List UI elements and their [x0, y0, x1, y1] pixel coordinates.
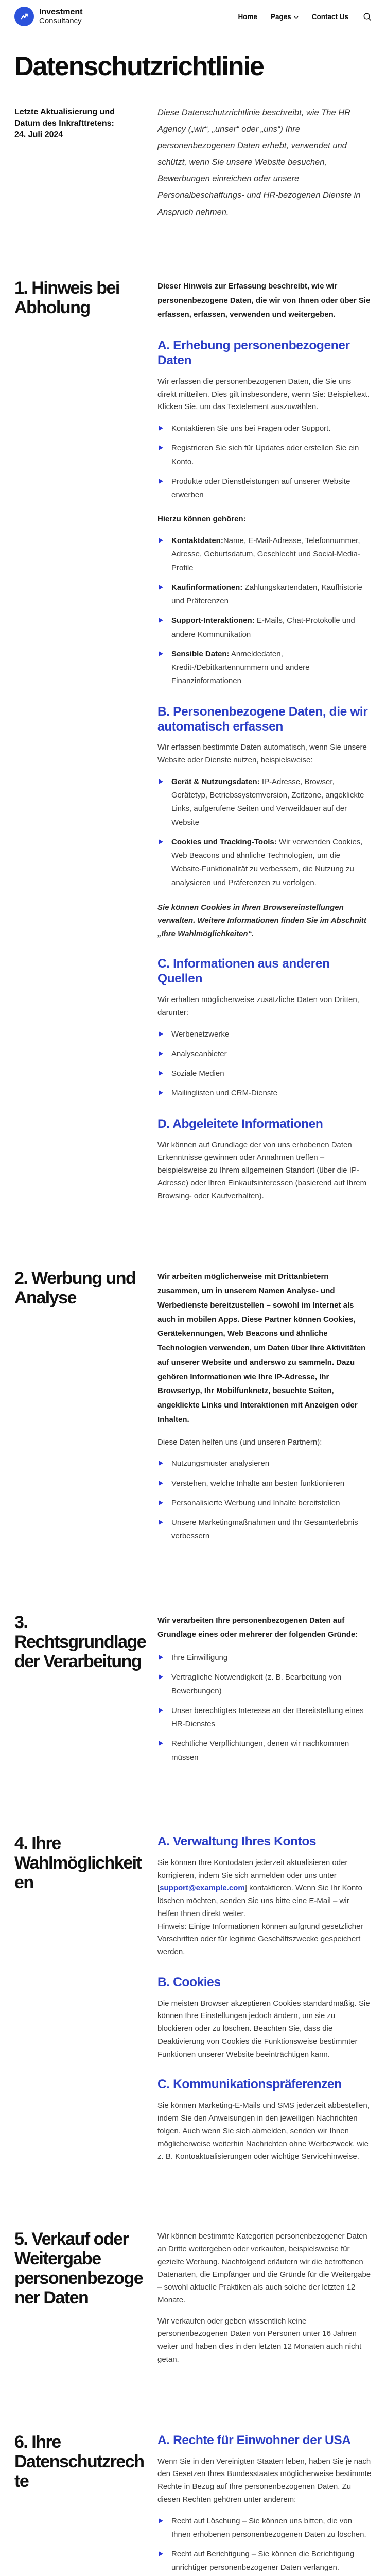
nav-item-home[interactable] [238, 13, 257, 21]
bullet-item: Support-Interaktionen: E-Mails, Chat-Protokolle und andere Kommunikation [157, 614, 372, 641]
bullet-item: Rechtliche Verpflichtungen, denen wir nachkommen müssen [157, 1737, 372, 1765]
section-title: 3. Rechtsgrundlage der Verarbeitung [14, 1612, 146, 1671]
bullet-item: Sensible Daten: Anmeldedaten, Kredit-/Debitkartennummern und andere Finanzinformationen [157, 648, 372, 688]
bullet-item: Gerät & Nutzungsdaten: IP-Adresse, Browser, Gerätetyp, Betriebssystemversion, Zeitzone, angeklickte Links, aufgerufene Seiten und Verweildauer auf der Website [157, 775, 372, 829]
last-updated-text: Letzte Aktualisierung und Datum des Inkrafttretens: [14, 107, 115, 128]
bullet-list [157, 534, 372, 688]
bullet-item: Produkte oder Dienstleistungen auf unserer Website erwerben [157, 475, 372, 502]
brand-line2: Consultancy [39, 16, 82, 25]
intro-paragraph: Diese Datenschutzrichtlinie beschreibt, wie The HR Agency („wir“, „unser“ oder „uns“) Ihre personenbezogenen Daten erhebt, verwendet und schützt, wenn Sie unsere Website besuchen, Bewerbungen einreichen oder unsere Personalbeschaffungs- und HR-bezogenen Dienste in Anspruch nehmen. [157, 108, 361, 217]
brand-line1: Investment [39, 7, 83, 16]
bullet-list [157, 775, 372, 890]
bullet-list [157, 1651, 372, 1765]
effective-date: 24. Juli 2024 [14, 130, 63, 140]
bullet-list [157, 1028, 372, 1100]
lead-paragraph: Dieser Hinweis zur Erfassung beschreibt, wie wir personenbezogene Daten, die wir von Ihnen oder über Sie erfassen, erfassen, verwenden und weitergeben. [157, 281, 371, 319]
nav-items [238, 13, 348, 21]
section-title: 6. Ihre Datenschutzrechte [14, 2432, 144, 2491]
policy-section [14, 1834, 372, 2172]
subsection-heading: B. Personenbezogene Daten, die wir automatisch erfassen [157, 704, 368, 734]
site-header [0, 0, 386, 32]
section-content [157, 2230, 372, 2375]
bullet-item: Mailinglisten und CRM-Dienste [157, 1087, 372, 1100]
brand-name [39, 8, 82, 26]
nav-label: Home [238, 12, 257, 21]
bullet-item: Recht auf Berichtigung – Sie können die Berichtigung unrichtiger personenbezogener Daten verlangen. [157, 2548, 372, 2575]
bullet-term: Gerät & Nutzungsdaten: [171, 777, 260, 786]
section-content [157, 279, 372, 1211]
bullet-term: Support-Interaktionen: [171, 616, 255, 625]
bullet-item: Werbenetzwerke [157, 1028, 372, 1041]
nav-item-contact-us[interactable] [312, 13, 348, 21]
paragraph: Wir können auf Grundlage der von uns erhobenen Daten Erkenntnisse gewinnen oder Annahmen treffen – beispielsweise zu Ihrem allgemeinen Standort (über die IP-Adresse) oder Ihren Einkaufsinteressen (basierend auf Ihrem Browsing- oder Kaufverhalten). [157, 1140, 367, 1200]
paragraph: Wir können bestimmte Kategorien personenbezogener Daten an Dritte weitergeben oder verkaufen, beispielsweise für gezielte Werbung. Nachfolgend erläutern wir die betroffenen Datenarten, die Empfänger und die Gründe für die Weitergabe – sowohl aktuelle Praktiken als auch solche der letzten 12 Monate. [157, 2232, 371, 2304]
bullet-item: Kontaktieren Sie uns bei Fragen oder Support. [157, 422, 372, 435]
bullet-item: Verstehen, welche Inhalte am besten funktionieren [157, 1477, 372, 1490]
paragraph-bold: Hierzu können gehören: [157, 515, 246, 524]
bullet-item: Analyseanbieter [157, 1047, 372, 1061]
paragraph: Wir erfassen die personenbezogenen Daten, die Sie uns direkt mitteilen. Dies gilt insbesondere, wenn Sie: Beispieltext. Klicken Sie, um das Textelement auszuwählen. [157, 377, 370, 412]
trend-up-arrow-icon [14, 7, 34, 26]
bullet-item: Registrieren Sie sich für Updates oder erstellen Sie ein Konto. [157, 442, 372, 469]
section-content [157, 1835, 372, 2172]
bullet-item: Ihre Einwilligung [157, 1651, 372, 1665]
paragraph: Wir erfassen bestimmte Daten automatisch, wenn Sie unsere Website oder Dienste nutzen, beispielsweise: [157, 743, 367, 765]
policy-section [14, 2432, 372, 2576]
lead-paragraph: Wir arbeiten möglicherweise mit Drittanbietern zusammen, um in unserem Namen Analyse- und Werbedienste bereitzustellen – sowohl im Internet als auch in mobilen Apps. Diese Partner können Cookies, Gerätekennungen, Web Beacons und ähnliche Technologien verwenden, um Daten über Ihre Aktivitäten auf unserer Website und anderswo zu sammeln. Dazu gehören Informationen wie Ihre IP-Adresse, Ihr Browsertyp, Ihr Mobilfunknetz, besuchte Seiten, angeklickte Links und Interaktionen mit Anzeigen oder Inhalten. [157, 1272, 366, 1424]
bullet-term: Kontaktdaten: [171, 536, 223, 546]
chevron-down-icon [294, 13, 299, 21]
main-nav [238, 12, 372, 21]
nav-label: Pages [270, 12, 291, 21]
subsection-heading: A. Rechte für Einwohner der USA [157, 2433, 351, 2447]
paragraph: Diese Daten helfen uns (und unseren Partnern): [157, 1437, 322, 1447]
section-content [157, 1269, 372, 1554]
paragraph: Wir erhalten möglicherweise zusätzliche Daten von Dritten, darunter: [157, 995, 359, 1017]
nav-item-pages[interactable] [271, 13, 299, 21]
subsection-heading: D. Abgeleitete Informationen [157, 1116, 323, 1131]
bullet-item: Kaufinformationen: Zahlungskartendaten, Kaufhistorie und Präferenzen [157, 581, 372, 608]
nav-label: Contact Us [311, 12, 348, 21]
bullet-term: Sensible Daten: [171, 649, 230, 658]
subsection-heading: C. Informationen aus anderen Quellen [157, 957, 330, 986]
search-icon[interactable] [363, 12, 372, 21]
bullet-item: Nutzungsmuster analysieren [157, 1457, 372, 1470]
bullet-list [157, 422, 372, 502]
bullet-item: Unsere Marketingmaßnahmen und Ihr Gesamterlebnis verbessern [157, 1516, 372, 1544]
paragraph: Sie können Marketing-E-Mails und SMS jederzeit abbestellen, indem Sie den Anweisungen in den jeweiligen Nachrichten folgen. Auch wenn Sie sich abmelden, senden wir Ihnen möglicherweise weiterhin Nachrichten ohne Werbezweck, wie z. B. Kontoaktualisierungen oder wichtige Servicehinweise. [157, 2101, 370, 2161]
section-title: 4. Ihre Wahlmöglichkeiten [14, 1833, 142, 1893]
bullet-term: Kaufinformationen: [171, 583, 243, 592]
bullet-item: Unser berechtigtes Interesse an der Bereitstellung eines HR-Dienstes [157, 1704, 372, 1732]
section-title: 2. Werbung und Analyse [14, 1268, 136, 1308]
bullet-item: Soziale Medien [157, 1067, 372, 1080]
page-title: Datenschutzrichtlinie [14, 52, 264, 81]
bullet-term: Cookies und Tracking-Tools: [171, 837, 277, 846]
subsection-heading: C. Kommunikationspräferenzen [157, 2077, 342, 2092]
bullet-item: Cookies und Tracking-Tools: Wir verwenden Cookies, Web Beacons und ähnliche Technologien, um die Website-Funktionalität zu verbessern, die Nutzung zu analysieren und Präferenzen zu verfolgen. [157, 836, 372, 890]
policy-section [14, 2229, 372, 2375]
bullet-item: Personalisierte Werbung und Inhalte bereitstellen [157, 1497, 372, 1510]
section-content [157, 1614, 372, 1776]
email-link[interactable]: support@example.com [160, 1884, 245, 1893]
paragraph: Wir verkaufen oder geben wissentlich keine personenbezogenen Daten von Personen unter 16 Jahren weiter und haben dies in den letzten 12 Monaten auch nicht getan. [157, 2316, 362, 2364]
paragraph-note: Sie können Cookies in Ihren Browsereinstellungen verwalten. Weitere Informationen finden Sie im Abschnitt „Ihre Wahlmöglichkeiten“. [157, 903, 366, 938]
section-title: 5. Verkauf oder Weitergabe personenbezogener Daten [14, 2229, 143, 2308]
policy-section [14, 1268, 372, 1554]
bullet-item: Vertragliche Notwendigkeit (z. B. Bearbeitung von Bewerbungen) [157, 1671, 372, 1698]
section-title: 1. Hinweis bei Abholung [14, 278, 119, 317]
brand-logo[interactable] [14, 7, 82, 26]
page-meta-row [14, 107, 372, 221]
policy-section [14, 278, 372, 1211]
bullet-item: Recht auf Löschung – Sie können uns bitten, die von Ihnen erhobenen personenbezogenen Daten zu löschen. [157, 2515, 372, 2542]
policy-section [14, 1613, 372, 1776]
paragraph: Wenn Sie in den Vereinigten Staaten leben, haben Sie je nach den Gesetzen Ihres Bundesstaates möglicherweise bestimmte Rechte in Bezug auf Ihre personenbezogenen Daten. Zu diesen Rechten gehören unter anderem: [157, 2456, 372, 2504]
policy-sections [14, 278, 372, 2576]
paragraph: Sie können Ihre Kontodaten jederzeit aktualisieren oder korrigieren, indem Sie sich anmelden oder uns unter [support@example.com] kontaktieren. Wenn Sie Ihr Konto löschen möchten, senden Sie uns bitte eine E-Mail – wir helfen Ihnen direkt weiter. Hinweis: Einige Informationen können aufgrund gesetzlicher Vorschriften oder für legitime Geschäftszwecke gespeichert werden. [157, 1858, 363, 1957]
last-updated-label [14, 107, 154, 221]
subsection-heading: A. Verwaltung Ihres Kontos [157, 1834, 317, 1849]
bullet-list [157, 1457, 372, 1543]
page-main [0, 53, 386, 2576]
section-content [157, 2433, 372, 2576]
paragraph: Die meisten Browser akzeptieren Cookies standardmäßig. Sie können Ihre Einstellungen jedoch ändern, um sie zu blockieren oder zu löschen. Beachten Sie, dass die Deaktivierung von Cookies die Funktionsweise bestimmter Funktionen unserer Website beeinträchtigen kann. [157, 1998, 370, 2059]
bullet-item: Kontaktdaten:Name, E-Mail-Adresse, Telefonnummer, Adresse, Geburtsdatum, Geschlecht und Social-Media-Profile [157, 534, 372, 575]
bullet-list [157, 2515, 372, 2576]
subsection-heading: B. Cookies [157, 1975, 221, 1989]
subsection-heading: A. Erhebung personenbezogener Daten [157, 338, 350, 367]
lead-paragraph: Wir verarbeiten Ihre personenbezogenen Daten auf Grundlage eines oder mehrerer der folgenden Gründe: [157, 1616, 358, 1639]
